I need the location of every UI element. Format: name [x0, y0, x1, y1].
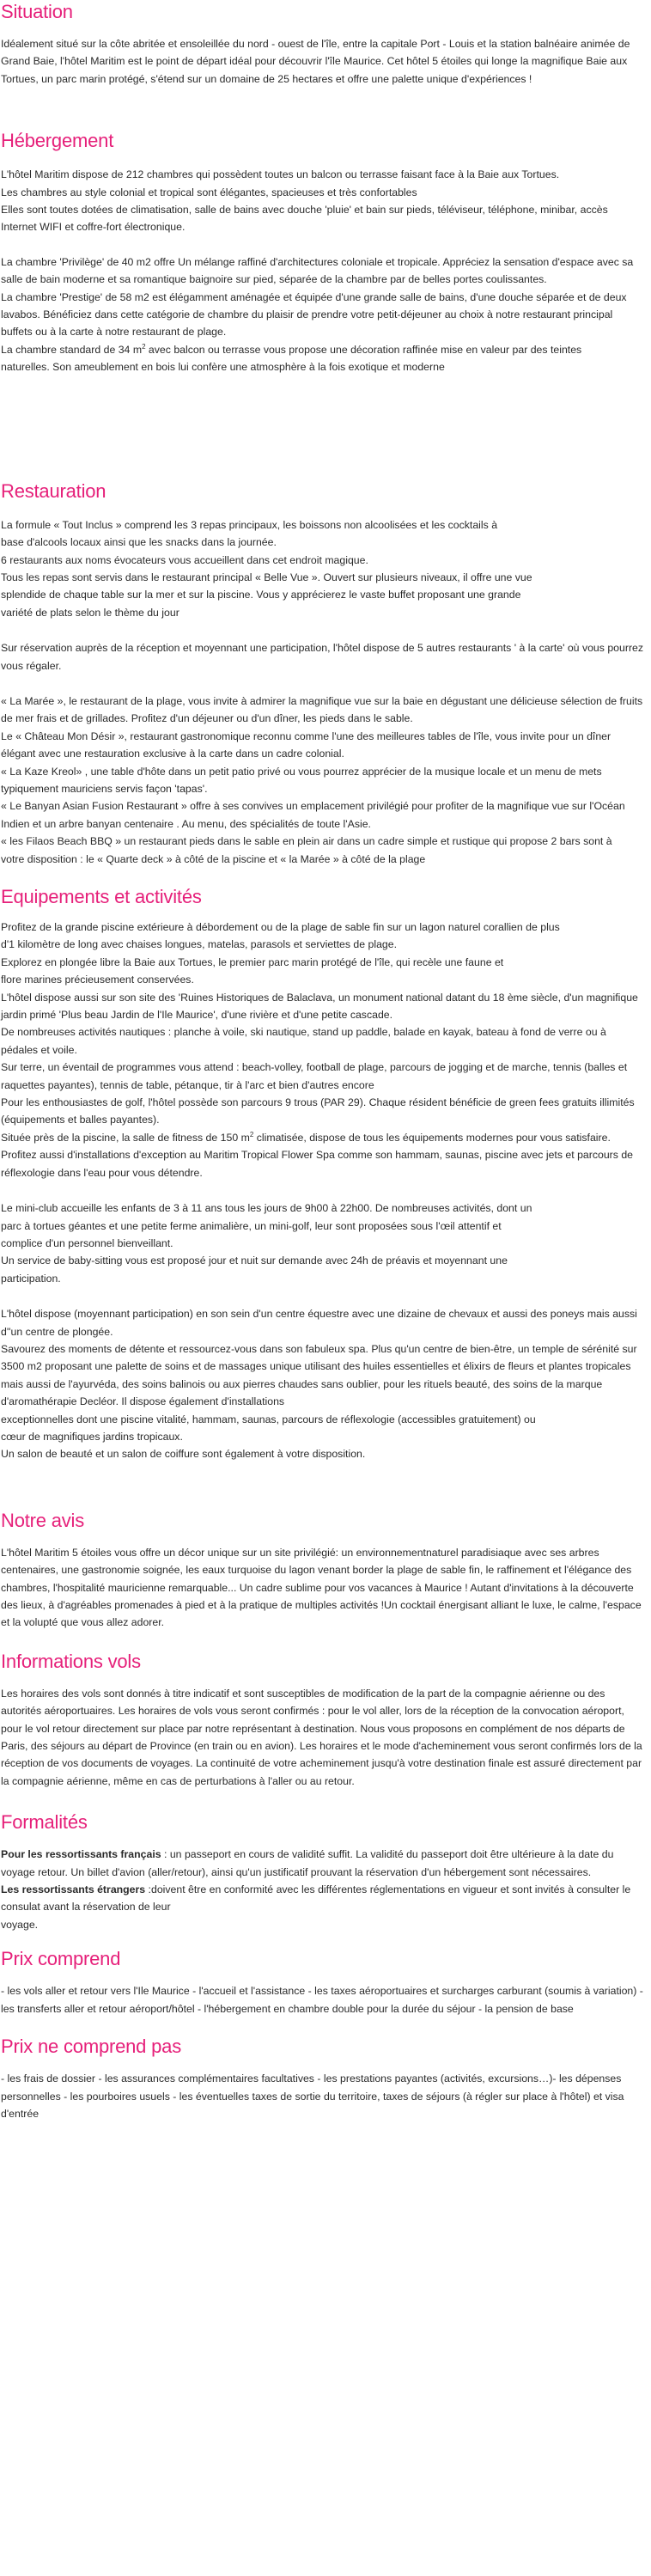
heading-situation: Situation	[1, 1, 73, 22]
section-hebergement	[1, 130, 649, 375]
restauration-paragraph-7: « La Kaze Kreol» , une table d'hôte dans un petit patio privé ou vous pourrez apprécier de la musique locale et un menu de mets typiquement mauriciens servis façon 'tapas'.	[1, 765, 602, 795]
equipements-fitness-text-b: climatisée, dispose de tous les équipements modernes pour vous satisfaire. Profitez aussi d'installations d'exception au Maritim Tropical Flower Spa comme son hammam, saunas, piscine avec jets et parcours de réflexologie dans l'eau pour vous détendre.	[1, 1131, 634, 1179]
formalites-paragraph-3: voyage.	[1, 1918, 39, 1931]
section-prix-comprend	[1, 1948, 649, 2017]
hebergement-paragraph-3: Elles sont toutes dotées de climatisation, salle de bains avec douche 'pluie' et bain sur pieds, téléviseur, téléphone, minibar, accès Internet WIFI et coffre-fort électronique.	[1, 204, 608, 234]
section-situation	[1, 0, 649, 88]
formalites-francais-label: Pour les ressortissants français	[1, 1848, 161, 1861]
formalites-francais-text: : un passeport en cours de validité suffit. La validité du passeport doit être ultérieure à la date du voyage retour. Un billet d'avion (aller/retour), ainsi qu'un justificatif prouvant la réservation d'un hébergement sont nécessaires.	[1, 1848, 614, 1878]
heading-prix-ne-comprend-pas: Prix ne comprend pas	[1, 2036, 181, 2058]
equipements-fitness-text-a: Située près de la piscine, la salle de fitness de 150 m	[1, 1131, 250, 1144]
hebergement-standard-text-b: avec balcon ou terrasse vous propose une décoration raffinée mise en valeur par des teintes naturelles. Son ameublement en bois lui confère une atmosphère à la fois exotique et moderne	[1, 343, 582, 374]
equipements-paragraph-13: Un salon de beauté et un salon de coiffure sont également à votre disposition.	[1, 1448, 366, 1461]
heading-notre-avis: Notre avis	[1, 1509, 85, 1531]
restauration-paragraph-3: Tous les repas sont servis dans le restaurant principal « Belle Vue ». Ouvert sur plusieurs niveaux, il offre une vue splendide de chaque table sur la mer et sur la piscine. Vous y apprécierez le vaste buffet proposant une grande variété de plats selon le thème du jour	[1, 571, 532, 619]
formalites-paragraph-2	[1, 1881, 647, 1916]
equipements-paragraph-11: Savourez des moments de détente et ressourcez-vous dans son fabuleux spa. Plus qu'un centre de bien-être, un temple de sérénité sur 3500 m2 proposant une palette de soins et de massages unique utilisant des huiles essentielles et élixirs de fleurs et plantes tropicales mais aussi de l'ayurvéda, des soins balinois ou aux pierres chaudes sans oublier, pour les rituels beauté, des soins de la marque d'aromathérapie Decléor. Il dispose également d'installations	[1, 1342, 637, 1408]
hebergement-paragraph-4: La chambre 'Privilège' de 40 m2 offre Un mélange raffiné d'architectures coloniale et tropicale. Appréciez la sensation d'espace avec sa salle de bain moderne et sa romantique baignoire sur pied, séparée de la chambre par de belles portes coulissantes.	[1, 255, 634, 286]
heading-restauration: Restauration	[1, 479, 106, 502]
informations-vols-paragraph-1: Les horaires des vols sont donnés à titre indicatif et sont susceptibles de modification de la part de la compagnie aérienne ou des autorités aéroportuaires. Les horaires de vols vous seront confirmés : pour le vol aller, lors de la réception de la convocation aéroport, pour le vol retour directement sur place par notre représentant à destination. Nous vous proposons en complément de nos départs de Paris, des séjours au départ de Province (en train ou en avion). Les horaires et le mode d'acheminement vous seront confirmés lors de la réception de vos documents de voyages. La continuité de votre acheminement jusqu'à votre destination finale est assuré directement par la compagnie aérienne, même en cas de perturbations à l'aller ou au retour.	[1, 1687, 642, 1787]
hebergement-paragraph-5: La chambre 'Prestige' de 58 m2 est élégamment aménagée et équipée d'une grande salle de bains, d'une douche séparée et de deux lavabos. Bénéficiez dans cette catégorie de chambre du plaisir de prendre votre petit-déjeuner au choix à notre restaurant principal buffets ou à la carte à notre restaurant de plage.	[1, 290, 627, 339]
equipements-paragraph-6: Pour les enthousiastes de golf, l'hôtel possède son parcours 9 trous (PAR 29). Chaque résident bénéficie de green fees gratuits illimités (équipements et balles payantes).	[1, 1096, 635, 1126]
equipements-paragraph-2: Explorez en plongée libre la Baie aux Tortues, le premier parc marin protégé de l'île, qui recèle une faune et flore marines précieusement conservées.	[1, 955, 504, 986]
hebergement-standard-text-a: La chambre standard de 34 m	[1, 343, 143, 356]
equipements-paragraph-7	[1, 1129, 636, 1181]
situation-paragraph-2: Tortues, un parc marin protégé, s'étend sur un domaine de 25 hectares et offre une palette unique d'expériences !	[1, 72, 532, 85]
heading-hebergement: Hébergement	[1, 130, 114, 152]
section-equipements	[1, 886, 649, 1463]
restauration-paragraph-2: 6 restaurants aux noms évocateurs vous accueillent dans cet endroit magique.	[1, 553, 368, 566]
heading-prix-comprend: Prix comprend	[1, 1948, 121, 1970]
restauration-paragraph-4: Sur réservation auprès de la réception et moyennant une participation, l'hôtel dispose de 5 autres restaurants ' à la carte' où vous pourrez vous régaler.	[1, 642, 644, 672]
equipements-paragraph-12: exceptionnelles dont une piscine vitalité, hammam, saunas, parcours de réflexologie (accessibles gratuitement) ou cœur de magnifiques jardins tropicaux.	[1, 1413, 536, 1443]
section-restauration	[1, 480, 649, 868]
formalites-paragraph-1	[1, 1846, 647, 1881]
hebergement-standard-superscript: 2	[142, 342, 146, 351]
section-informations-vols	[1, 1651, 649, 1790]
section-formalites	[1, 1811, 649, 1933]
equipements-paragraph-9: Un service de baby-sitting vous est proposé jour et nuit sur demande avec 24h de préavis et moyennant une participation.	[1, 1254, 508, 1285]
restauration-paragraph-9: « les Filaos Beach BBQ » un restaurant pieds dans le sable en plein air dans un cadre simple et rustique qui propose 2 bars sont à votre disposition : le « Quarte deck » à côté de la piscine et « la Marée » à côté de la plage	[1, 835, 612, 865]
formalites-etrangers-text: :doivent être en conformité avec les différentes réglementations en vigueur et sont invités à consulter le consulat avant la réservation de leur	[1, 1883, 631, 1914]
restauration-paragraph-6: Le « Château Mon Désir », restaurant gastronomique reconnu comme l'une des meilleures tables de l'île, vous invite pour un dîner élégant avec une restauration exclusive à la carte dans un cadre colonial.	[1, 729, 611, 760]
equipements-fitness-superscript: 2	[249, 1130, 254, 1138]
heading-formalites: Formalités	[1, 1811, 88, 1834]
hebergement-paragraph-6	[1, 341, 624, 376]
equipements-paragraph-1: Profitez de la grande piscine extérieure à débordement ou de la plage de sable fin sur un lagon naturel corallien de plus d'1 kilomètre de long avec chaises longues, matelas, parasols et serviettes de plage.	[1, 921, 560, 951]
section-prix-ne-comprend-pas	[1, 2036, 649, 2122]
notre-avis-paragraph-1: L'hôtel Maritim 5 étoiles vous offre un décor unique sur un site privilégié: un environnementnaturel paradisiaque avec ses arbres centenaires, une gastronomie soignée, les eaux turquoise du lagon venant border la plage de sable fin, le raffinement et l'élégance des chambres, l'hospitalité mauricienne remarquable... Un cadre sublime pour vos vacances à Maurice ! Autant d'invitations à la découverte des lieux, à d'agréables promenades à pied et à la pratique de multiples activités !Un cocktail énergisant alliant le luxe, le calme, l'espace et la volupté que vous allez adorer.	[1, 1546, 642, 1629]
prix-ne-comprend-pas-paragraph-1: - les frais de dossier - les assurances complémentaires facultatives - les prestations payantes (activités, excursions…)- les dépenses personnelles - les pourboires usuels - les éventuelles taxes de sortie du territoire, taxes de séjours (à régler sur place à l'hôtel) et visa d'entrée	[1, 2072, 624, 2120]
heading-equipements: Equipements et activités	[1, 886, 202, 907]
formalites-etrangers-label: Les ressortissants étrangers	[1, 1883, 146, 1896]
equipements-paragraph-5: Sur terre, un éventail de programmes vous attend : beach-volley, football de plage, parcours de jogging et de marche, tennis (balles et raquettes payantes), tennis de table, pétanque, tir à l'arc et bien d'autres encore	[1, 1061, 628, 1091]
hebergement-paragraph-2: Les chambres au style colonial et tropical sont élégantes, spacieuses et très confortables	[1, 186, 417, 198]
equipements-paragraph-3: L'hôtel dispose aussi sur son site des 'Ruines Historiques de Balaclava, un monument national datant du 18 ème siècle, d'un magnifique jardin primé 'Plus beau Jardin de l'Ile Maurice', d'une rivière et d'une petite cascade.	[1, 991, 638, 1022]
equipements-paragraph-10: L'hôtel dispose (moyennant participation) en son sein d'un centre équestre avec une dizaine de chevaux et aussi des poneys mais aussi d''un centre de plongée.	[1, 1308, 637, 1338]
restauration-paragraph-1: La formule « Tout Inclus » comprend les 3 repas principaux, les boissons non alcoolisées et les cocktails à base d'alcools locaux ainsi que les snacks dans la journée.	[1, 518, 498, 549]
restauration-paragraph-5: « La Marée », le restaurant de la plage, vous invite à admirer la magnifique vue sur la baie en dégustant une délicieuse sélection de fruits de mer frais et de grillades. Profitez d'un déjeuner ou d'un dîner, les pieds dans le sable.	[1, 694, 643, 725]
equipements-paragraph-4: De nombreuses activités nautiques : planche à voile, ski nautique, stand up paddle, balade en kayak, bateau à fond de verre ou à pédales et voile.	[1, 1026, 606, 1056]
section-notre-avis	[1, 1510, 649, 1632]
hebergement-paragraph-1: L'hôtel Maritim dispose de 212 chambres qui possèdent toutes un balcon ou terrasse faisant face à la Baie aux Tortues.	[1, 168, 560, 181]
restauration-paragraph-8: « Le Banyan Asian Fusion Restaurant » offre à ses convives un emplacement privilégié pour profiter de la magnifique vue sur l'Océan Indien et un arbre banyan centenaire . Au menu, des spécialités de toute l'Asie.	[1, 800, 625, 830]
heading-informations-vols: Informations vols	[1, 1650, 141, 1672]
situation-paragraph-1: Idéalement situé sur la côte abritée et ensoleillée du nord - ouest de l'île, entre la capitale Port - Louis et la station balnéaire animée de Grand Baie, l'hôtel Maritim est le point de départ idéal pour découvrir l'île Maurice. Cet hôtel 5 étoiles qui longe la magnifique Baie aux	[1, 38, 630, 68]
equipements-paragraph-8: Le mini-club accueille les enfants de 3 à 11 ans tous les jours de 9h00 à 22h00. De nombreuses activités, dont un parc à tortues géantes et une petite ferme animalière, un mini-golf, leur sont proposées sous l'œil attentif et complice d'un personnel bienveillant.	[1, 1202, 532, 1249]
prix-comprend-paragraph-1: - les vols aller et retour vers l'Ile Maurice - l'accueil et l'assistance - les taxes aéroportuaires et surcharges carburant (soumis à variation) - les transferts aller et retour aéroport/hôtel - l'hébergement en chambre double pour la durée du séjour - la pension de base	[1, 1985, 643, 2015]
